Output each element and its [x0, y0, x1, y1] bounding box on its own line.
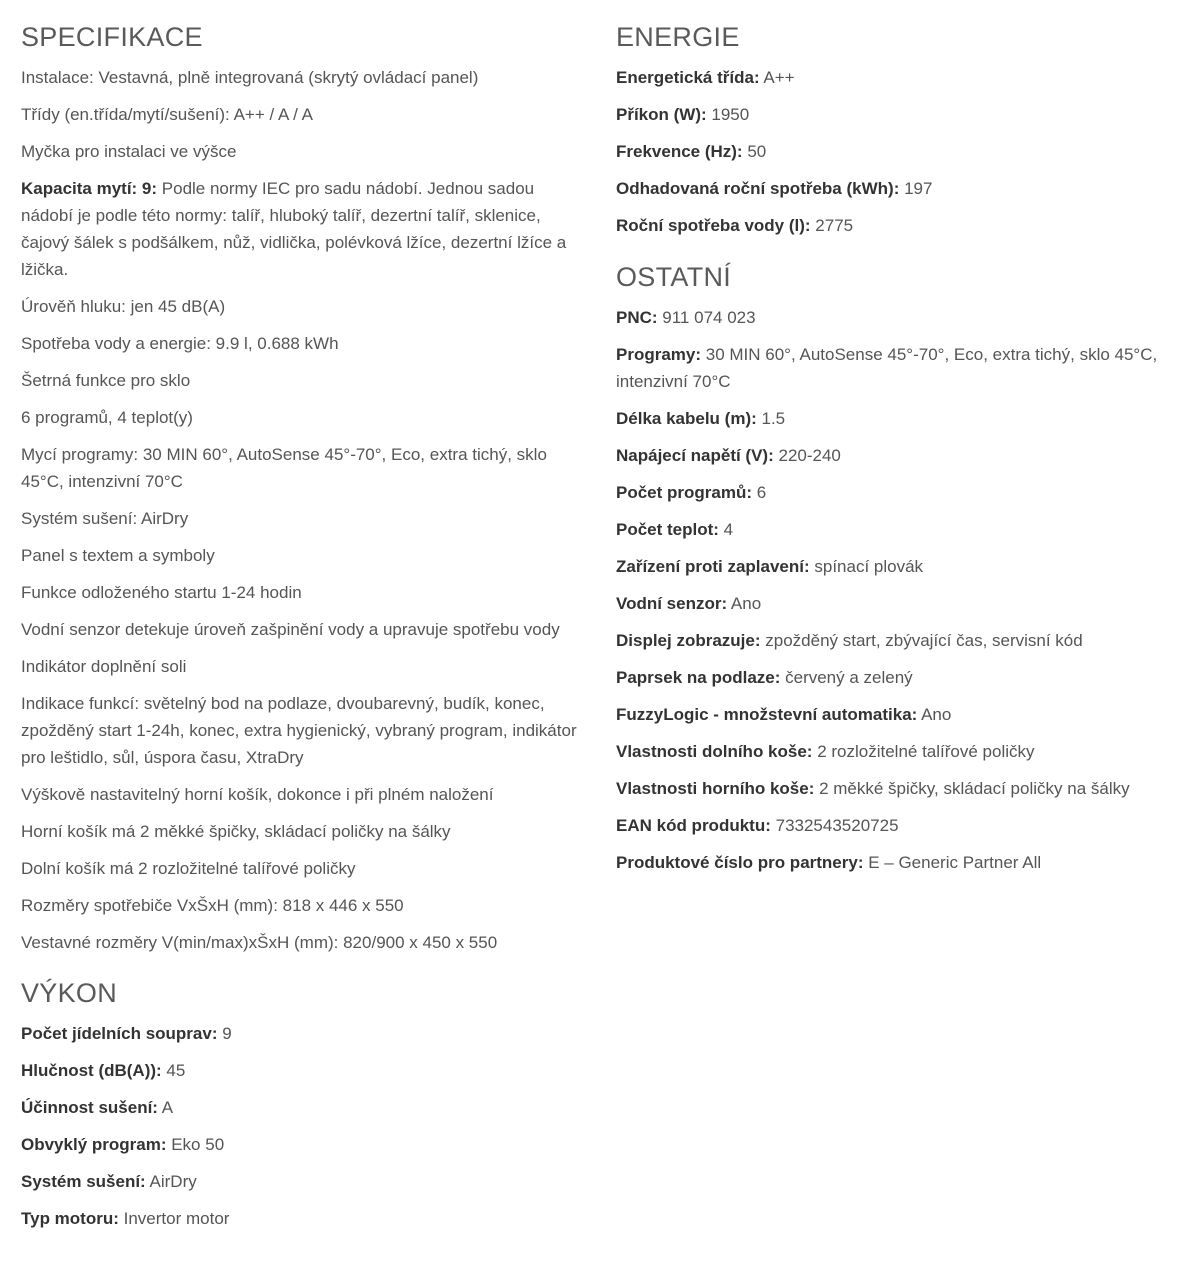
spec-item-value: 30 MIN 60°, AutoSense 45°-70°, Eco, extra tichý, sklo 45°C, intenzivní 70°C	[616, 345, 1158, 391]
spec-item-value: Systém sušení: AirDry	[21, 509, 189, 528]
spec-item	[21, 653, 586, 680]
specifikace-section	[21, 20, 586, 956]
spec-item	[21, 1131, 586, 1158]
spec-item-label: Vodní senzor:	[616, 594, 728, 613]
spec-item	[616, 101, 1171, 128]
spec-item-value: Rozměry spotřebiče VxŠxH (mm): 818 x 446 x 550	[21, 896, 404, 915]
spec-item-value: 220-240	[773, 446, 841, 465]
spec-item-value: AirDry	[145, 1172, 197, 1191]
spec-item-value: A++	[759, 68, 795, 87]
spec-item-value: 2775	[810, 216, 854, 235]
spec-item-value: Invertor motor	[118, 1209, 230, 1228]
spec-item-label: Obvyklý program:	[21, 1135, 167, 1154]
spec-item-label: EAN kód produktu:	[616, 816, 771, 835]
spec-item	[616, 590, 1171, 617]
ostatni-title: OSTATNÍ	[616, 262, 732, 292]
spec-item-value: Vodní senzor detekuje úroveň zašpinění vody a upravuje spotřebu vody	[21, 620, 560, 639]
spec-item	[616, 627, 1171, 654]
spec-item	[21, 542, 586, 569]
spec-item-value: Vestavné rozměry V(min/max)xŠxH (mm): 820/900 x 450 x 550	[21, 933, 498, 952]
spec-item-value: Třídy (en.třída/mytí/sušení): A++ / A / A	[21, 105, 313, 124]
spec-item-label: Vlastnosti horního koše:	[616, 779, 815, 798]
spec-item	[616, 212, 1171, 239]
spec-item-value: Podle normy IEC pro sadu nádobí. Jednou sadou nádobí je podle této normy: talíř, hluboký talíř, dezertní talíř, sklenice, čajový šálek s podšálkem, nůž, vidlička, polévková lžíce, dezertní lžíce a lžička.	[21, 179, 567, 279]
spec-item-value: Mycí programy: 30 MIN 60°, AutoSense 45°-70°, Eco, extra tichý, sklo 45°C, intenzivní 70°C	[21, 445, 547, 491]
spec-item-value: 6	[752, 483, 767, 502]
spec-item	[21, 367, 586, 394]
spec-item-value: 197	[899, 179, 933, 198]
specifikace-list	[21, 64, 586, 956]
energie-list	[616, 64, 1171, 239]
spec-item-value: 911 074 023	[657, 308, 756, 327]
spec-item	[21, 101, 586, 128]
spec-item-value: Horní košík má 2 měkké špičky, skládací poličky na šálky	[21, 822, 451, 841]
spec-item-value: 1950	[706, 105, 750, 124]
spec-item	[616, 849, 1171, 876]
spec-item-value: Indikátor doplnění soli	[21, 657, 187, 676]
spec-item	[21, 855, 586, 882]
spec-item-value: Panel s textem a symboly	[21, 546, 215, 565]
spec-item	[616, 138, 1171, 165]
spec-item-label: Účinnost sušení:	[21, 1098, 158, 1117]
spec-item-value: 7332543520725	[770, 816, 899, 835]
spec-item-value: Instalace: Vestavná, plně integrovaná (skrytý ovládací panel)	[21, 68, 479, 87]
spec-item-value: červený a zelený	[780, 668, 913, 687]
spec-item	[21, 690, 586, 771]
spec-item-label: Odhadovaná roční spotřeba (kWh):	[616, 179, 900, 198]
spec-item	[21, 441, 586, 495]
vykon-title: VÝKON	[21, 978, 118, 1008]
spec-item-label: Systém sušení:	[21, 1172, 146, 1191]
spec-item-value: Indikace funkcí: světelný bod na podlaze, dvoubarevný, budík, konec, zpožděný start 1-24h, konec, extra hygienický, vybraný program, indikátor pro leštidlo, sůl, úspora času, XtraDry	[21, 694, 577, 767]
spec-item-label: Počet teplot:	[616, 520, 719, 539]
spec-item-value: 45	[161, 1061, 186, 1080]
spec-item-label: Typ motoru:	[21, 1209, 119, 1228]
spec-item-label: Zařízení proti zaplavení:	[616, 557, 810, 576]
spec-item-label: Paprsek na podlaze:	[616, 668, 781, 687]
spec-item-label: Frekvence (Hz):	[616, 142, 743, 161]
spec-item-value: A	[157, 1098, 174, 1117]
spec-item-value: 6 programů, 4 teplot(y)	[21, 408, 193, 427]
spec-item	[21, 138, 586, 165]
spec-item	[21, 818, 586, 845]
spec-item-label: Roční spotřeba vody (l):	[616, 216, 811, 235]
spec-item-label: Kapacita mytí: 9:	[21, 179, 158, 198]
spec-item-label: Produktové číslo pro partnery:	[616, 853, 864, 872]
spec-item	[21, 1094, 586, 1121]
spec-item	[21, 1057, 586, 1084]
spec-item	[21, 781, 586, 808]
spec-item-label: Displej zobrazuje:	[616, 631, 761, 650]
ostatni-list	[616, 304, 1171, 876]
spec-item-label: Hlučnost (dB(A)):	[21, 1061, 162, 1080]
left-column	[21, 0, 586, 1242]
spec-item-value: Úrověň hluku: jen 45 dB(A)	[21, 297, 226, 316]
spec-item	[21, 616, 586, 643]
spec-item-value: 2 měkké špičky, skládací poličky na šálky	[814, 779, 1130, 798]
vykon-list	[21, 1020, 586, 1232]
spec-item	[616, 775, 1171, 802]
spec-item	[616, 442, 1171, 469]
spec-item-label: Programy:	[616, 345, 702, 364]
spec-item	[616, 701, 1171, 728]
spec-item-label: Počet jídelních souprav:	[21, 1024, 218, 1043]
spec-item	[616, 553, 1171, 580]
spec-item-label: Příkon (W):	[616, 105, 707, 124]
spec-item	[21, 1205, 586, 1232]
spec-item-value: Šetrná funkce pro sklo	[21, 371, 191, 390]
ostatni-section	[616, 260, 1171, 876]
spec-item-label: Energetická třída:	[616, 68, 760, 87]
spec-item-label: Vlastnosti dolního koše:	[616, 742, 813, 761]
vykon-section	[21, 976, 586, 1232]
spec-item-value: spínací plovák	[809, 557, 924, 576]
spec-item-value: Dolní košík má 2 rozložitelné talířové poličky	[21, 859, 356, 878]
spec-item	[21, 892, 586, 919]
spec-item	[616, 64, 1171, 91]
spec-item	[21, 404, 586, 431]
spec-item	[21, 1168, 586, 1195]
spec-item-label: PNC:	[616, 308, 658, 327]
spec-item-value: 50	[742, 142, 767, 161]
spec-item	[616, 405, 1171, 432]
spec-item-value: E – Generic Partner All	[863, 853, 1042, 872]
spec-item-value: 2 rozložitelné talířové poličky	[812, 742, 1035, 761]
spec-item	[21, 293, 586, 320]
energie-title: ENERGIE	[616, 22, 740, 52]
spec-item-value: 1.5	[756, 409, 786, 428]
spec-item	[616, 812, 1171, 839]
spec-item-value: Funkce odloženého startu 1-24 hodin	[21, 583, 302, 602]
spec-item	[616, 516, 1171, 543]
spec-item	[616, 341, 1171, 395]
spec-item	[616, 738, 1171, 765]
spec-item-value: Spotřeba vody a energie: 9.9 l, 0.688 kWh	[21, 334, 339, 353]
spec-item	[21, 579, 586, 606]
spec-item-value: zpožděný start, zbývající čas, servisní kód	[760, 631, 1083, 650]
spec-item-value: 4	[718, 520, 734, 539]
spec-item-value: Eko 50	[166, 1135, 225, 1154]
spec-item	[21, 175, 586, 283]
spec-item	[21, 505, 586, 532]
spec-item	[21, 1020, 586, 1047]
spec-item	[21, 929, 586, 956]
energie-section	[616, 20, 1171, 239]
spec-item-value: 9	[217, 1024, 232, 1043]
spec-item	[21, 330, 586, 357]
spec-item	[616, 664, 1171, 691]
spec-item-label: Počet programů:	[616, 483, 753, 502]
spec-item	[21, 64, 586, 91]
spec-item-label: FuzzyLogic - množstevní automatika:	[616, 705, 918, 724]
spec-item	[616, 304, 1171, 331]
spec-item-value: Myčka pro instalaci ve výšce	[21, 142, 237, 161]
specifikace-title: SPECIFIKACE	[21, 22, 203, 52]
spec-item-label: Délka kabelu (m):	[616, 409, 757, 428]
spec-item-value: Ano	[727, 594, 762, 613]
spec-item-value: Výškově nastavitelný horní košík, dokonce i při plném naložení	[21, 785, 494, 804]
right-column	[616, 0, 1171, 886]
spec-item	[616, 479, 1171, 506]
spec-item	[616, 175, 1171, 202]
spec-item-label: Napájecí napětí (V):	[616, 446, 774, 465]
spec-item-value: Ano	[917, 705, 952, 724]
